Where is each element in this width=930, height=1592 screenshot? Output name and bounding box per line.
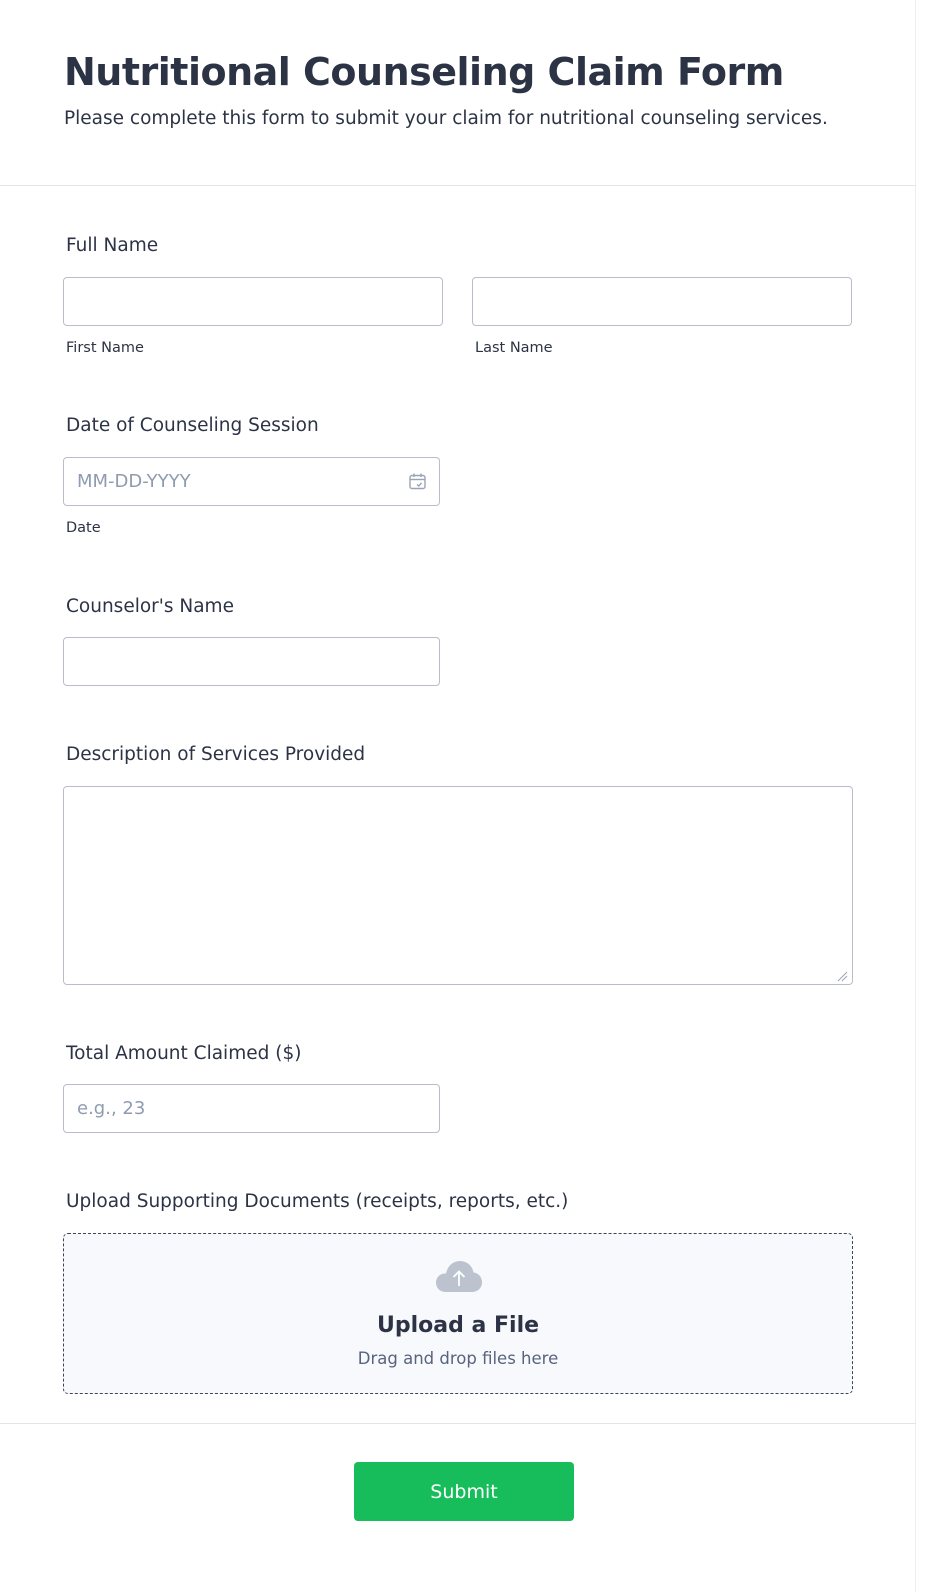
session-date-label: Date of Counseling Session [66, 415, 319, 436]
form-footer [0, 1423, 916, 1592]
description-textarea[interactable] [63, 786, 853, 985]
first-name-sublabel: First Name [66, 340, 144, 356]
file-upload-dropzone[interactable] [63, 1233, 853, 1394]
page-subtitle: Please complete this form to submit your claim for nutritional counseling services. [64, 108, 828, 129]
first-name-input[interactable] [63, 277, 443, 326]
page-title: Nutritional Counseling Claim Form [64, 50, 784, 94]
description-label: Description of Services Provided [66, 744, 366, 765]
upload-subtitle: Drag and drop files here [357, 1349, 559, 1368]
resize-grip-icon[interactable] [836, 967, 848, 979]
counselor-name-label: Counselor's Name [66, 596, 234, 617]
full-name-label: Full Name [66, 235, 159, 256]
session-date-input[interactable] [63, 457, 440, 506]
session-date-sublabel: Date [66, 520, 101, 536]
last-name-sublabel: Last Name [475, 340, 553, 356]
submit-button[interactable]: Submit [354, 1462, 574, 1521]
counselor-name-input[interactable] [63, 637, 440, 686]
cloud-upload-icon [434, 1258, 484, 1296]
last-name-input[interactable] [472, 277, 852, 326]
amount-input[interactable] [63, 1084, 440, 1133]
amount-label: Total Amount Claimed ($) [66, 1043, 302, 1064]
upload-label: Upload Supporting Documents (receipts, reports, etc.) [66, 1191, 569, 1212]
upload-title: Upload a File [376, 1313, 540, 1338]
calendar-icon[interactable] [408, 472, 427, 491]
form-header [0, 0, 916, 186]
